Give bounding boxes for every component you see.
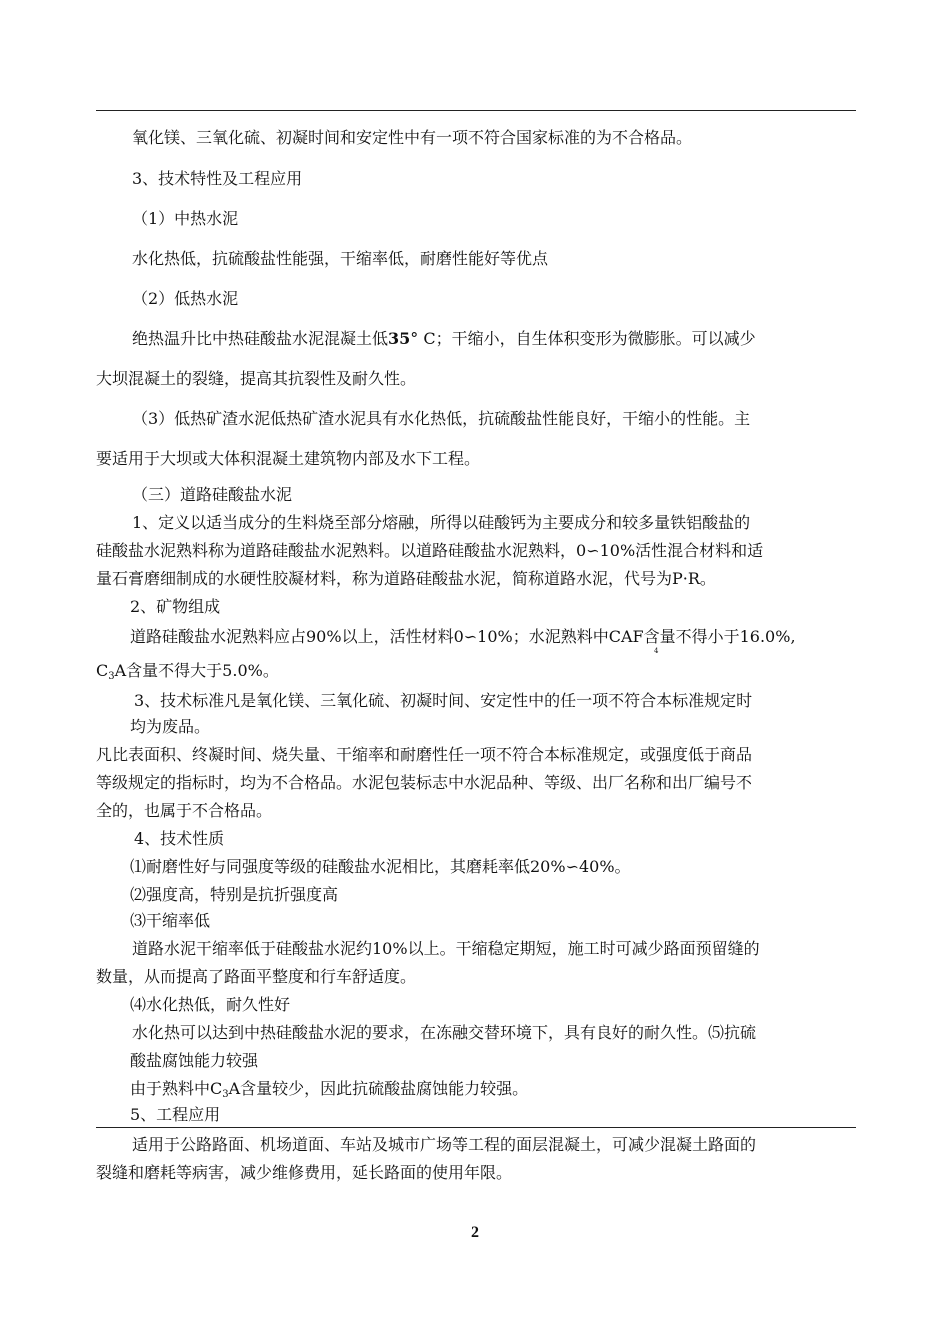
text-line: 硅酸盐水泥熟料称为道路硅酸盐水泥熟料。以道路硅酸盐水泥熟料，0∽10%活性混合材料和适 <box>96 541 764 560</box>
text-line: ⑵强度高，特别是抗折强度高 <box>130 885 339 904</box>
text-line: 道路水泥干缩率低于硅酸盐水泥约10%以上。干缩稳定期短，施工时可减少路面预留缝的 <box>132 939 760 958</box>
section-heading: 3、技术特性及工程应用 <box>132 169 303 188</box>
subsection-heading: （2）低热水泥 <box>132 289 239 308</box>
subscript-mark: 4 <box>654 647 659 655</box>
text-line: ⑷水化热低，耐久性好 <box>130 995 291 1014</box>
text-line: 等级规定的指标时，均为不合格品。水泥包装标志中水泥品种、等级、出厂名称和出厂编号不 <box>96 773 753 792</box>
text-line: 大坝混凝土的裂缝，提高其抗裂性及耐久性。 <box>96 369 417 388</box>
text-span: A含量较少，因此抗硫酸盐腐蚀能力较强。 <box>228 1079 529 1098</box>
header-rule <box>96 110 856 111</box>
text-line: 道路硅酸盐水泥熟料应占90%以上，活性材料0∽10%；水泥熟料中CAF含量不得小于16.0%, <box>130 627 796 646</box>
text-line: 水化热可以达到中热硅酸盐水泥的要求，在冻融交替环境下，具有良好的耐久性。⑸抗硫 <box>132 1023 757 1042</box>
text-span: ° C；干缩小，自生体积变形为微膨胀。可以减少 <box>410 329 756 348</box>
text-line: 水化热低，抗硫酸盐性能强，干缩率低，耐磨性能好等优点 <box>132 249 549 268</box>
text-span: 35 <box>388 329 411 348</box>
text-line: 全的，也属于不合格品。 <box>96 801 273 820</box>
subscript: 3 <box>222 1089 229 1100</box>
text-line: 4、技术性质 <box>134 829 225 848</box>
text-line <box>130 1079 528 1105</box>
text-line: 裂缝和磨耗等病害，减少维修费用，延长路面的使用年限。 <box>96 1163 513 1182</box>
footer-rule <box>96 1127 856 1128</box>
subsection-heading: （1）中热水泥 <box>132 209 239 228</box>
page-number: 2 <box>471 1224 479 1241</box>
text-line: ⑴耐磨性好与同强度等级的硅酸盐水泥相比，其磨耗率低20%∽40%。 <box>130 857 631 876</box>
text-line: 氧化镁、三氧化硫、初凝时间和安定性中有一项不符合国家标准的为不合格品。 <box>132 128 693 147</box>
text-line: （3）低热矿渣水泥低热矿渣水泥具有水化热低，抗硫酸盐性能良好，干缩小的性能。主 <box>132 409 751 428</box>
subscript: 3 <box>108 671 115 682</box>
text-line: 2、矿物组成 <box>130 597 221 616</box>
text-line: 数量，从而提高了路面平整度和行车舒适度。 <box>96 967 417 986</box>
section-heading: （三）道路硅酸盐水泥 <box>132 485 293 504</box>
text-line: 要适用于大坝或大体积混凝土建筑物内部及水下工程。 <box>96 449 481 468</box>
text-span: 绝热温升比中热硅酸盐水泥混凝土低 <box>132 329 389 348</box>
text-line: 5、工程应用 <box>130 1105 221 1124</box>
text-line <box>96 661 279 687</box>
text-line: 酸盐腐蚀能力较强 <box>130 1051 259 1070</box>
text-line: 3、技术标准凡是氧化镁、三氧化硫、初凝时间、安定性中的任一项不符合本标准规定时 <box>134 691 753 710</box>
text-line <box>132 329 756 349</box>
text-line: 1、定义以适当成分的生料烧至部分熔融，所得以硅酸钙为主要成分和较多量铁铝酸盐的 <box>132 513 751 532</box>
text-line: 凡比表面积、终凝时间、烧失量、干缩率和耐磨性任一项不符合本标准规定，或强度低于商品 <box>96 745 753 764</box>
text-line: 均为废品。 <box>130 717 211 736</box>
text-span: A含量不得大于5.0%。 <box>114 661 279 680</box>
text-span: C <box>96 661 109 680</box>
text-line: 适用于公路路面、机场道面、车站及城市广场等工程的面层混凝土，可减少混凝土路面的 <box>132 1135 757 1154</box>
text-line: 量石膏磨细制成的水硬性胶凝材料，称为道路硅酸盐水泥，简称道路水泥，代号为P·R。 <box>96 569 716 588</box>
text-span: 由于熟料中C <box>130 1079 223 1098</box>
text-line: ⑶干缩率低 <box>130 911 211 930</box>
